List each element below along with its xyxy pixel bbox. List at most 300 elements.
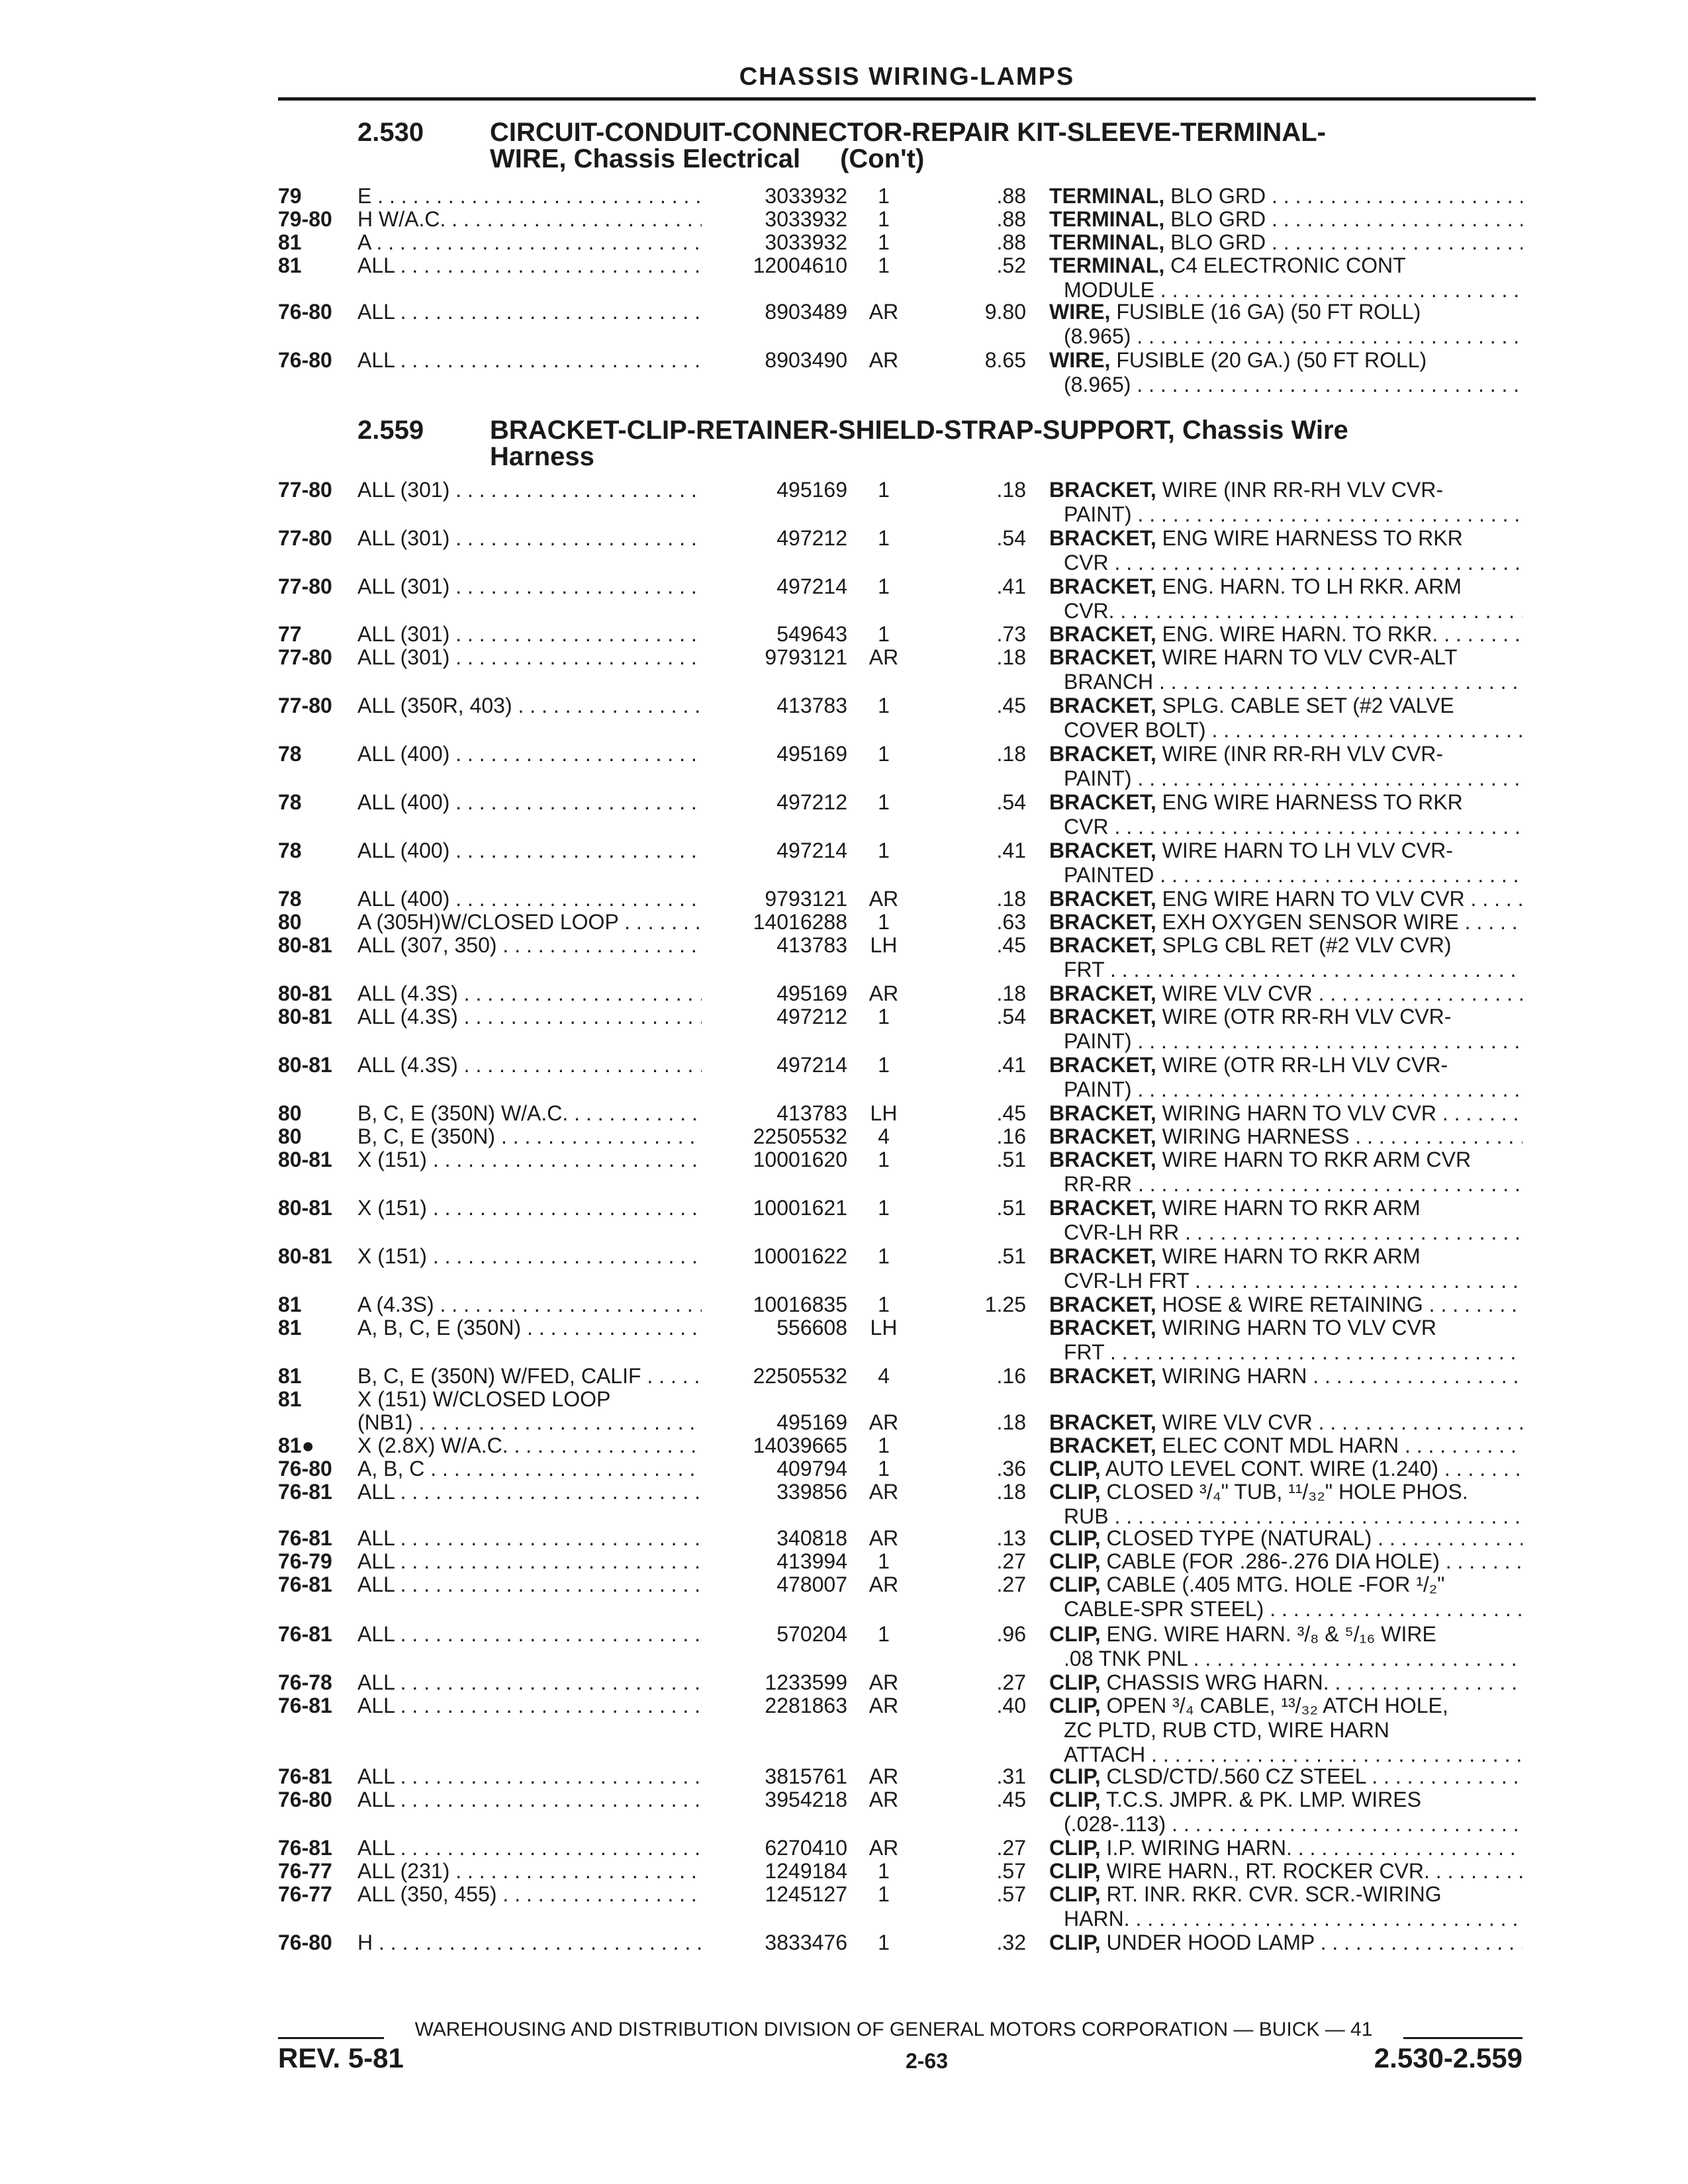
quantity: 1 [878, 1433, 890, 1457]
description-text: PAINT) [1064, 766, 1132, 790]
description-noun: WIRE, [1049, 300, 1111, 324]
part-description [1049, 1101, 1523, 1126]
description-text: CABLE (.405 MTG. HOLE -FOR ¹/₂" [1106, 1572, 1445, 1596]
description-line [1049, 1029, 1523, 1054]
description-line [1049, 1788, 1523, 1812]
description-noun: CLIP, [1049, 1670, 1101, 1694]
description-line [1049, 670, 1523, 694]
description-noun: CLIP, [1049, 1764, 1101, 1788]
description-line [1049, 694, 1523, 718]
model-application: X (151) . . . [357, 1196, 702, 1220]
part-number: 14039665 [753, 1433, 847, 1457]
section-title-line1: CIRCUIT-CONDUIT-CONNECTOR-REPAIR KIT-SLEEVE-TERMINAL- [490, 118, 1326, 147]
model-application: ALL (400) . . . [357, 887, 702, 911]
description-text: CVR [1064, 551, 1109, 574]
description-text: PAINT) [1064, 502, 1132, 526]
description-line [1049, 718, 1523, 743]
part-description [1049, 1549, 1523, 1574]
description-line [1049, 1293, 1523, 1317]
quantity: AR [868, 1572, 899, 1596]
model-application: ALL (4.3S) . . . [357, 981, 702, 1006]
part-number: 3033932 [765, 207, 847, 231]
description-text: .08 TNK PNL [1064, 1647, 1188, 1670]
description-text: BLO GRD [1170, 207, 1266, 231]
model-year: 76-78 [278, 1670, 332, 1694]
model-application: ALL . . . [357, 1670, 702, 1695]
quantity: AR [868, 300, 899, 324]
description-line [1049, 1005, 1523, 1029]
model-year: 78 [278, 790, 302, 814]
description-text: ELEC CONT MDL HARN [1162, 1433, 1399, 1457]
description-line [1049, 1244, 1523, 1269]
part-description [1049, 1572, 1523, 1621]
part-number: 413994 [776, 1549, 847, 1573]
description-line [1049, 1836, 1523, 1860]
part-description [1049, 839, 1523, 887]
model-year: 80-81 [278, 1005, 332, 1028]
model-application: X (151) W/CLOSED LOOP [357, 1387, 611, 1411]
part-description [1049, 478, 1523, 527]
list-price: .57 [996, 1859, 1026, 1883]
part-description [1049, 1433, 1523, 1458]
footer-rule-left [278, 2037, 384, 2039]
description-line [1049, 790, 1523, 815]
list-price: .31 [996, 1764, 1026, 1788]
model-application: ALL (400) . . . [357, 839, 702, 863]
part-number: 413783 [776, 933, 847, 957]
list-price: .45 [996, 1788, 1026, 1811]
model-application: H . . . [357, 1931, 702, 1955]
quantity: LH [870, 933, 898, 957]
model-year: 81 [278, 1387, 302, 1411]
model-application: ALL . . . [357, 300, 702, 324]
quantity: 1 [878, 1244, 890, 1268]
description-noun: CLIP, [1049, 1931, 1101, 1954]
part-description [1049, 1410, 1523, 1435]
list-price: .88 [996, 207, 1026, 231]
continued-label: (Con't) [840, 144, 925, 173]
part-description [1049, 1316, 1523, 1365]
list-price: .54 [996, 1005, 1026, 1028]
page-number: 2-63 [905, 2049, 949, 2073]
description-noun: CLIP, [1049, 1622, 1101, 1646]
part-number: 12004610 [753, 253, 847, 277]
description-line [1049, 184, 1523, 208]
description-line [1049, 207, 1523, 232]
description-text: WIRE VLV CVR [1162, 1410, 1313, 1434]
model-year: 80-81 [278, 933, 332, 957]
part-description [1049, 230, 1523, 255]
quantity: AR [868, 887, 899, 911]
part-description [1049, 910, 1523, 934]
description-line [1049, 300, 1523, 324]
model-application: X (151) . . . [357, 1148, 702, 1172]
description-line [1049, 253, 1523, 278]
description-text: PAINTED [1064, 863, 1154, 887]
part-description [1049, 526, 1523, 575]
description-noun: TERMINAL, [1049, 184, 1165, 208]
list-price: .36 [996, 1457, 1026, 1480]
list-price: .88 [996, 230, 1026, 254]
model-year: 76-80 [278, 1788, 332, 1811]
description-text: HOSE & WIRE RETAINING [1162, 1293, 1423, 1316]
description-line [1049, 958, 1523, 982]
description-line [1049, 1101, 1523, 1126]
description-text: FUSIBLE (20 GA.) (50 FT ROLL) [1116, 348, 1427, 372]
list-price: .32 [996, 1931, 1026, 1954]
description-text: BLO GRD [1170, 184, 1266, 208]
description-noun: BRACKET, [1049, 839, 1156, 862]
part-number: 497214 [776, 1053, 847, 1077]
description-text: SPLG CBL RET (#2 VLV CVR) [1162, 933, 1452, 957]
description-noun: BRACKET, [1049, 790, 1156, 814]
description-text: RT. INR. RKR. CVR. SCR.-WIRING [1106, 1882, 1442, 1906]
list-price: .18 [996, 887, 1026, 911]
quantity: AR [868, 1788, 899, 1811]
description-noun: BRACKET, [1049, 1244, 1156, 1268]
description-noun: BRACKET, [1049, 981, 1156, 1005]
description-line [1049, 526, 1523, 551]
quantity: AR [868, 1480, 899, 1504]
description-noun: BRACKET, [1049, 1101, 1156, 1125]
description-line [1049, 1812, 1523, 1837]
model-year: 80-81 [278, 1148, 332, 1171]
list-price: .63 [996, 910, 1026, 934]
description-line [1049, 1597, 1523, 1621]
list-price: 9.80 [984, 300, 1026, 324]
quantity: AR [868, 981, 899, 1005]
part-number: 549643 [776, 622, 847, 646]
description-noun: BRACKET, [1049, 1196, 1156, 1220]
quantity: AR [868, 1764, 899, 1788]
part-description [1049, 622, 1523, 647]
list-price: .45 [996, 694, 1026, 717]
model-year: 81 [278, 1364, 302, 1388]
model-application: ALL . . . [357, 1836, 702, 1860]
part-number: 10016835 [753, 1293, 847, 1316]
model-year: 76-81 [278, 1836, 332, 1860]
part-description [1049, 253, 1523, 302]
description-line [1049, 1549, 1523, 1574]
part-number: 3833476 [765, 1931, 847, 1954]
description-text: MODULE [1064, 278, 1154, 302]
part-number: 2281863 [765, 1694, 847, 1717]
part-description [1049, 1622, 1523, 1671]
model-year: 78 [278, 839, 302, 862]
description-noun: BRACKET, [1049, 622, 1156, 646]
quantity: 1 [878, 207, 890, 231]
description-line [1049, 1196, 1523, 1220]
page-title: CHASSIS WIRING-LAMPS [739, 63, 1075, 91]
part-description [1049, 184, 1523, 208]
list-price: .27 [996, 1670, 1026, 1694]
description-noun: CLIP, [1049, 1526, 1101, 1550]
description-text: CVR-LH RR [1064, 1220, 1180, 1244]
part-number: 495169 [776, 1410, 847, 1434]
quantity: 1 [878, 184, 890, 208]
description-text: WIRE HARN TO RKR ARM [1162, 1244, 1421, 1268]
footer-division: WAREHOUSING AND DISTRIBUTION DIVISION OF GENERAL MOTORS CORPORATION — BUICK — 41 [414, 2019, 1373, 2040]
quantity: 1 [878, 574, 890, 598]
description-text: WIRE HARN TO LH VLV CVR- [1162, 839, 1453, 862]
description-text: CVR-LH FRT [1064, 1269, 1190, 1293]
part-description [1049, 1364, 1523, 1388]
description-text: T.C.S. JMPR. & PK. LMP. WIRES [1105, 1788, 1421, 1811]
model-year: 76-80 [278, 348, 332, 372]
model-application: E . . . [357, 184, 702, 208]
quantity: 1 [878, 622, 890, 646]
model-application: ALL . . . [357, 1480, 702, 1504]
description-line [1049, 839, 1523, 863]
description-line [1049, 1718, 1523, 1743]
model-application: A, B, C, E (350N) . . . [357, 1316, 702, 1340]
part-number: 478007 [776, 1572, 847, 1596]
quantity: 4 [878, 1124, 890, 1148]
description-line [1049, 1647, 1523, 1671]
description-text: (8.965) [1064, 373, 1131, 396]
description-noun: CLIP, [1049, 1882, 1101, 1906]
part-description [1049, 1882, 1523, 1931]
model-year: 76-77 [278, 1882, 332, 1906]
part-number: 495169 [776, 981, 847, 1005]
description-noun: BRACKET, [1049, 910, 1156, 934]
model-application: ALL (400) . . . [357, 790, 702, 815]
section-range: 2.530-2.559 [1374, 2042, 1523, 2073]
part-number: 14016288 [753, 910, 847, 934]
list-price: .16 [996, 1124, 1026, 1148]
description-line [1049, 742, 1523, 766]
description-text: WIRE HARN TO VLV CVR-ALT [1162, 645, 1458, 669]
description-text: PAINT) [1064, 1077, 1132, 1101]
description-line [1049, 1410, 1523, 1435]
model-year: 77-80 [278, 645, 332, 669]
description-text: WIRE (INR RR-RH VLV CVR- [1162, 478, 1443, 502]
description-noun: BRACKET, [1049, 1293, 1156, 1316]
model-application: ALL (350R, 403) . . . [357, 694, 702, 718]
description-text: WIRE HARN TO RKR ARM CVR [1162, 1148, 1472, 1171]
model-year: 80-81 [278, 1196, 332, 1220]
model-application: ALL (301) . . . [357, 622, 702, 647]
quantity: AR [868, 1670, 899, 1694]
description-text: CABLE (FOR .286-.276 DIA HOLE) [1106, 1549, 1440, 1573]
description-text: COVER BOLT) [1064, 718, 1206, 742]
part-number: 497212 [776, 790, 847, 814]
description-text: WIRE (OTR RR-LH VLV CVR- [1162, 1053, 1448, 1077]
description-line [1049, 1077, 1523, 1102]
section-title-line2 [490, 144, 924, 174]
description-noun: BRACKET, [1049, 1316, 1156, 1340]
description-line [1049, 1124, 1523, 1149]
description-line [1049, 1053, 1523, 1077]
model-application: ALL (301) . . . [357, 574, 702, 599]
description-line [1049, 645, 1523, 670]
description-noun: CLIP, [1049, 1859, 1101, 1883]
list-price: .18 [996, 981, 1026, 1005]
list-price: .18 [996, 478, 1026, 502]
model-year: 77-80 [278, 694, 332, 717]
model-application: ALL . . . [357, 1526, 702, 1551]
list-price: .52 [996, 253, 1026, 277]
model-year: 79-80 [278, 207, 332, 231]
model-year: 81 [278, 253, 302, 277]
quantity: 1 [878, 1196, 890, 1220]
model-year: 81● [278, 1433, 314, 1457]
quantity: AR [868, 1836, 899, 1860]
description-line [1049, 1269, 1523, 1293]
description-noun: BRACKET, [1049, 478, 1156, 502]
model-year: 77-80 [278, 526, 332, 550]
description-noun: BRACKET, [1049, 1148, 1156, 1171]
model-year: 76-80 [278, 300, 332, 324]
quantity: 1 [878, 1005, 890, 1028]
part-number: 1233599 [765, 1670, 847, 1694]
model-application: ALL . . . [357, 1764, 702, 1789]
model-year: 78 [278, 887, 302, 911]
part-number: 413783 [776, 1101, 847, 1125]
description-noun: TERMINAL, [1049, 230, 1165, 254]
description-line [1049, 1316, 1523, 1340]
model-application: ALL (301) . . . [357, 526, 702, 551]
description-line [1049, 1220, 1523, 1245]
quantity: 1 [878, 1053, 890, 1077]
quantity: 1 [878, 1293, 890, 1316]
description-noun: BRACKET, [1049, 574, 1156, 598]
quantity: 1 [878, 839, 890, 862]
model-year: 76-81 [278, 1572, 332, 1596]
model-application: ALL . . . [357, 348, 702, 373]
description-text: PAINT) [1064, 1029, 1132, 1053]
quantity: 1 [878, 1549, 890, 1573]
quantity: 1 [878, 478, 890, 502]
description-text: CVR. [1064, 599, 1115, 623]
description-line [1049, 981, 1523, 1006]
description-text: CVR [1064, 815, 1109, 839]
part-description [1049, 1859, 1523, 1884]
description-text: FRT [1064, 1340, 1105, 1364]
part-number: 22505532 [753, 1364, 847, 1388]
description-text: ENG WIRE HARNESS TO RKR [1162, 790, 1463, 814]
part-number: 8903490 [765, 348, 847, 372]
description-text: SPLG. CABLE SET (#2 VALVE [1162, 694, 1454, 717]
description-text: I.P. WIRING HARN. [1106, 1836, 1292, 1860]
model-application: B, C, E (350N) W/A.C. . . . [357, 1101, 702, 1126]
model-application: ALL (350, 455) . . . [357, 1882, 702, 1907]
list-price: .41 [996, 839, 1026, 862]
model-application: A (305H)W/CLOSED LOOP . . . [357, 910, 702, 934]
model-application: ALL . . . [357, 1694, 702, 1718]
part-number: 9793121 [765, 887, 847, 911]
list-price: .54 [996, 790, 1026, 814]
description-line [1049, 574, 1523, 599]
description-text: WIRE (INR RR-RH VLV CVR- [1162, 742, 1443, 766]
list-price: 1.25 [984, 1293, 1026, 1316]
part-description [1049, 1764, 1523, 1789]
model-year: 80 [278, 910, 302, 934]
description-text: RR-RR [1064, 1172, 1133, 1196]
part-number: 413783 [776, 694, 847, 717]
quantity: 1 [878, 910, 890, 934]
part-number: 340818 [776, 1526, 847, 1550]
description-noun: BRACKET, [1049, 1410, 1156, 1434]
model-year: 77 [278, 622, 302, 646]
model-year: 80 [278, 1101, 302, 1125]
part-description [1049, 348, 1523, 397]
description-text: ENG. WIRE HARN. ³/₈ & ⁵/₁₆ WIRE [1106, 1622, 1436, 1646]
part-number: 22505532 [753, 1124, 847, 1148]
description-line [1049, 933, 1523, 958]
description-noun: CLIP, [1049, 1480, 1101, 1504]
description-line [1049, 1457, 1523, 1481]
page-footer [278, 2019, 1523, 2105]
quantity: 1 [878, 1931, 890, 1954]
part-number: 9793121 [765, 645, 847, 669]
description-line [1049, 348, 1523, 373]
part-number: 6270410 [765, 1836, 847, 1860]
list-price: .27 [996, 1549, 1026, 1573]
quantity: AR [868, 1526, 899, 1550]
part-description [1049, 742, 1523, 791]
part-description [1049, 1526, 1523, 1551]
quantity: 4 [878, 1364, 890, 1388]
model-application: ALL . . . [357, 1788, 702, 1812]
section-number: 2.559 [357, 416, 424, 445]
description-line [1049, 910, 1523, 934]
description-text: CLOSED ³/₄" TUB, ¹¹/₃₂" HOLE PHOS. [1106, 1480, 1468, 1504]
part-description [1049, 694, 1523, 743]
description-noun: BRACKET, [1049, 1433, 1156, 1457]
model-year: 76-81 [278, 1622, 332, 1646]
description-noun: CLIP, [1049, 1836, 1101, 1860]
part-number: 495169 [776, 478, 847, 502]
description-line [1049, 1504, 1523, 1529]
description-noun: BRACKET, [1049, 526, 1156, 550]
description-noun: CLIP, [1049, 1457, 1101, 1480]
description-line [1049, 324, 1523, 349]
model-year: 77-80 [278, 574, 332, 598]
model-application: ALL (4.3S) . . . [357, 1005, 702, 1029]
model-application: A, B, C . . . [357, 1457, 702, 1481]
quantity: 1 [878, 742, 890, 766]
description-noun: TERMINAL, [1049, 253, 1165, 277]
description-text: C4 ELECTRONIC CONT [1170, 253, 1406, 277]
list-price: .18 [996, 645, 1026, 669]
part-description [1049, 933, 1523, 982]
part-description [1049, 1005, 1523, 1054]
part-number: 497212 [776, 1005, 847, 1028]
list-price: .13 [996, 1526, 1026, 1550]
quantity: 1 [878, 1148, 890, 1171]
model-application: ALL (307, 350) . . . [357, 933, 702, 958]
description-text: WIRING HARN TO VLV CVR [1162, 1316, 1436, 1340]
part-description [1049, 1480, 1523, 1529]
part-number: 10001620 [753, 1148, 847, 1171]
description-noun: BRACKET, [1049, 1005, 1156, 1028]
description-noun: BRACKET, [1049, 933, 1156, 957]
part-number: 1249184 [765, 1859, 847, 1883]
quantity: 1 [878, 526, 890, 550]
list-price: .27 [996, 1572, 1026, 1596]
part-number: 556608 [776, 1316, 847, 1340]
description-noun: BRACKET, [1049, 887, 1156, 911]
description-text: CABLE-SPR STEEL) [1064, 1597, 1264, 1621]
description-noun: CLIP, [1049, 1572, 1101, 1596]
model-application: B, C, E (350N) W/FED, CALIF . . . [357, 1364, 702, 1388]
model-application: ALL (301) . . . [357, 645, 702, 670]
part-description [1049, 1788, 1523, 1837]
revision-label: REV. 5-81 [278, 2042, 404, 2073]
description-text: BLO GRD [1170, 230, 1266, 254]
description-text: ZC PLTD, RUB CTD, WIRE HARN [1064, 1718, 1389, 1742]
